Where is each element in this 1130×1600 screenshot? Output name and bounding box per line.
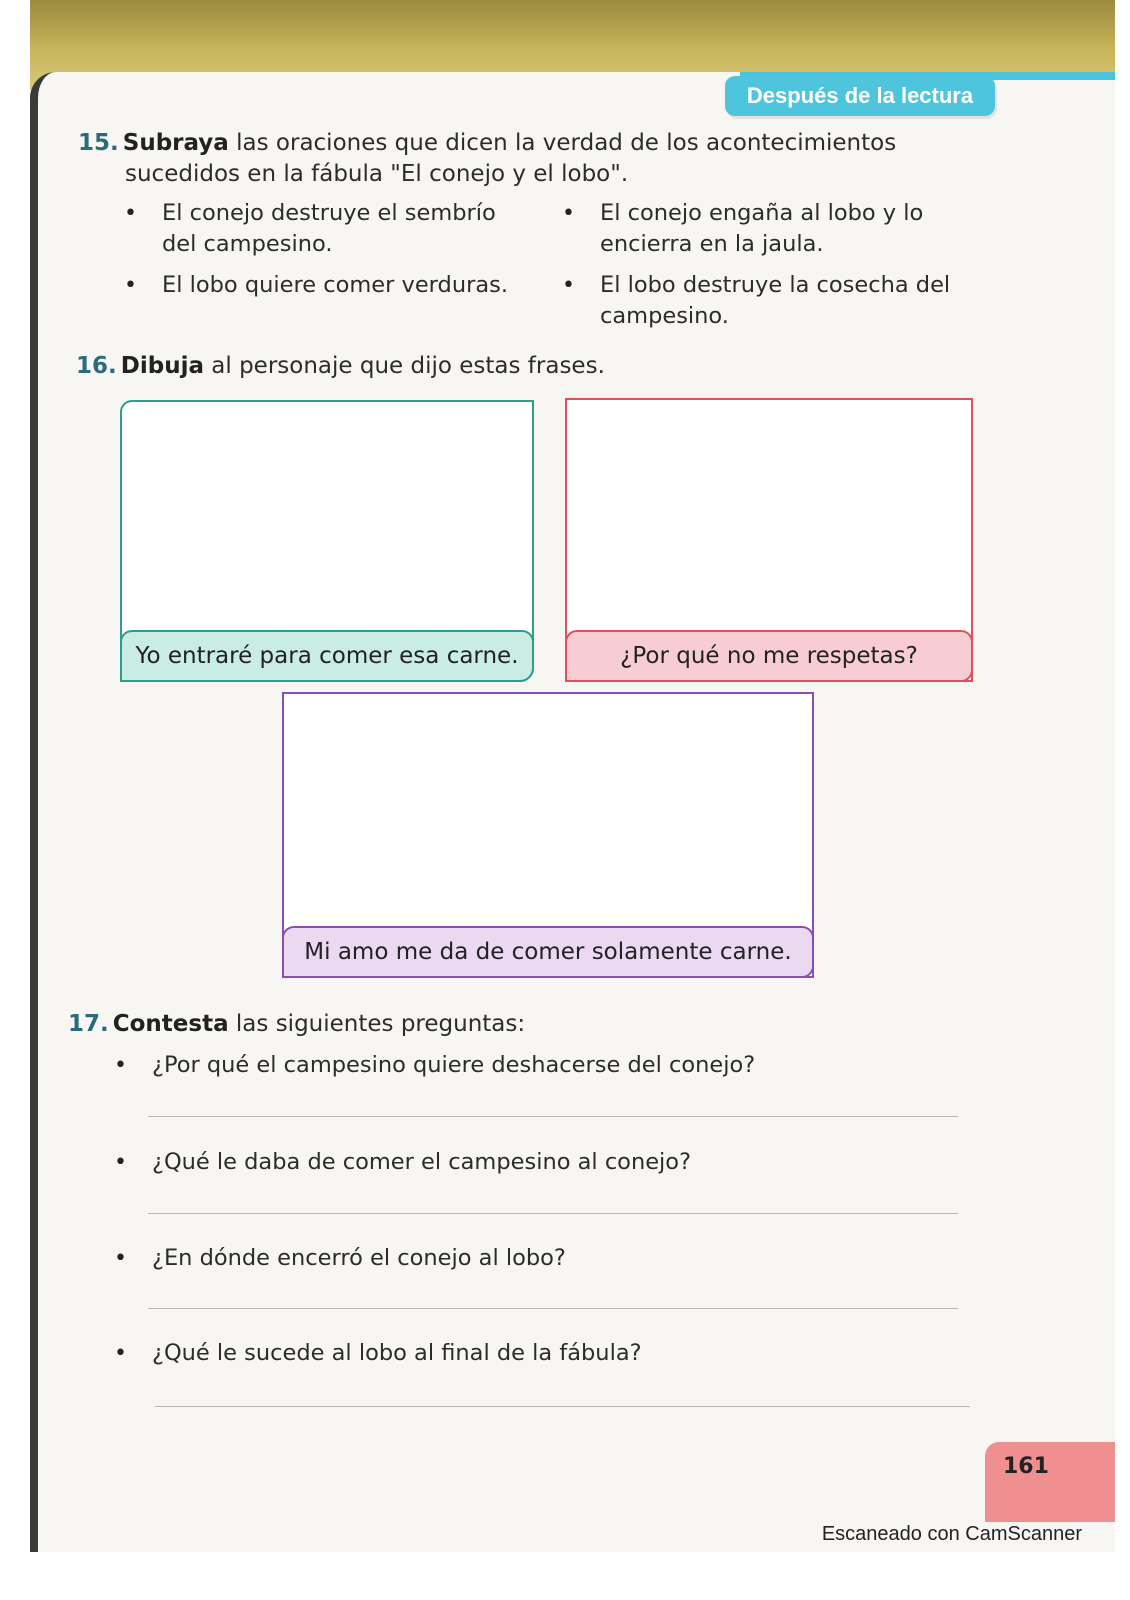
option-15-1[interactable] [162,198,496,260]
option-line: • El lobo destruye la cosecha del [600,272,951,298]
question-15-prompt-line2: sucedidos en la fábula "El conejo y el lobo". [125,161,629,187]
page-number-tab [985,1442,1115,1522]
section-tab: Después de la lectura [725,76,995,116]
drawing-box-1[interactable] [120,400,534,682]
question-17-item-2: • ¿Qué le daba de comer el campesino al conejo? [152,1147,691,1178]
option-15-2[interactable] [600,198,923,260]
answer-line-1[interactable] [148,1116,958,1117]
question-16-verb: Dibuja [120,353,204,379]
question-17-text: las siguientes preguntas: [228,1011,526,1037]
question-17-item-4: • ¿Qué le sucede al lobo al final de la fábula? [152,1338,642,1369]
answer-line-2[interactable] [148,1213,958,1214]
speech-caption-3: Mi amo me da de comer solamente carne. [282,926,814,978]
option-line: • El conejo engaña al lobo y lo [600,200,924,226]
question-16-prompt [76,351,976,382]
option-15-4[interactable] [600,270,950,332]
question-17-verb: Contesta [112,1011,229,1037]
question-15-verb: Subraya [122,130,229,156]
option-line: encierra en la jaula. [600,231,824,257]
question-17-number: 17. [68,1011,109,1037]
page-number: 161 [1003,1454,1049,1479]
speech-caption-2: ¿Por qué no me respetas? [565,630,973,682]
speech-caption-1: Yo entraré para comer esa carne. [120,630,534,682]
question-15-number: 15. [78,130,119,156]
drawing-box-3[interactable] [282,692,814,978]
question-15-prompt [78,128,978,159]
scanner-watermark: Escaneado con CamScanner [821,1523,1082,1545]
option-15-3[interactable] [162,270,508,301]
question-17-prompt [68,1009,968,1040]
option-line: • El lobo quiere comer verduras. [162,272,508,298]
answer-line-4[interactable] [155,1406,970,1407]
question-16-text: al personaje que dijo estas frases. [203,353,605,379]
option-line: • El conejo destruye el sembrío [162,200,496,226]
question-17-item-3: • ¿En dónde encerró el conejo al lobo? [152,1243,566,1274]
question-17-item-1: • ¿Por qué el campesino quiere deshacerse del conejo? [152,1050,755,1081]
option-line: campesino. [600,303,729,329]
option-line: del campesino. [162,231,333,257]
question-16-number: 16. [76,353,117,379]
answer-line-3[interactable] [148,1308,958,1309]
drawing-box-2[interactable] [565,398,973,682]
scan-margin-left [0,0,30,1600]
question-15-text: las oraciones que dicen la verdad de los acontecimientos [228,130,897,156]
